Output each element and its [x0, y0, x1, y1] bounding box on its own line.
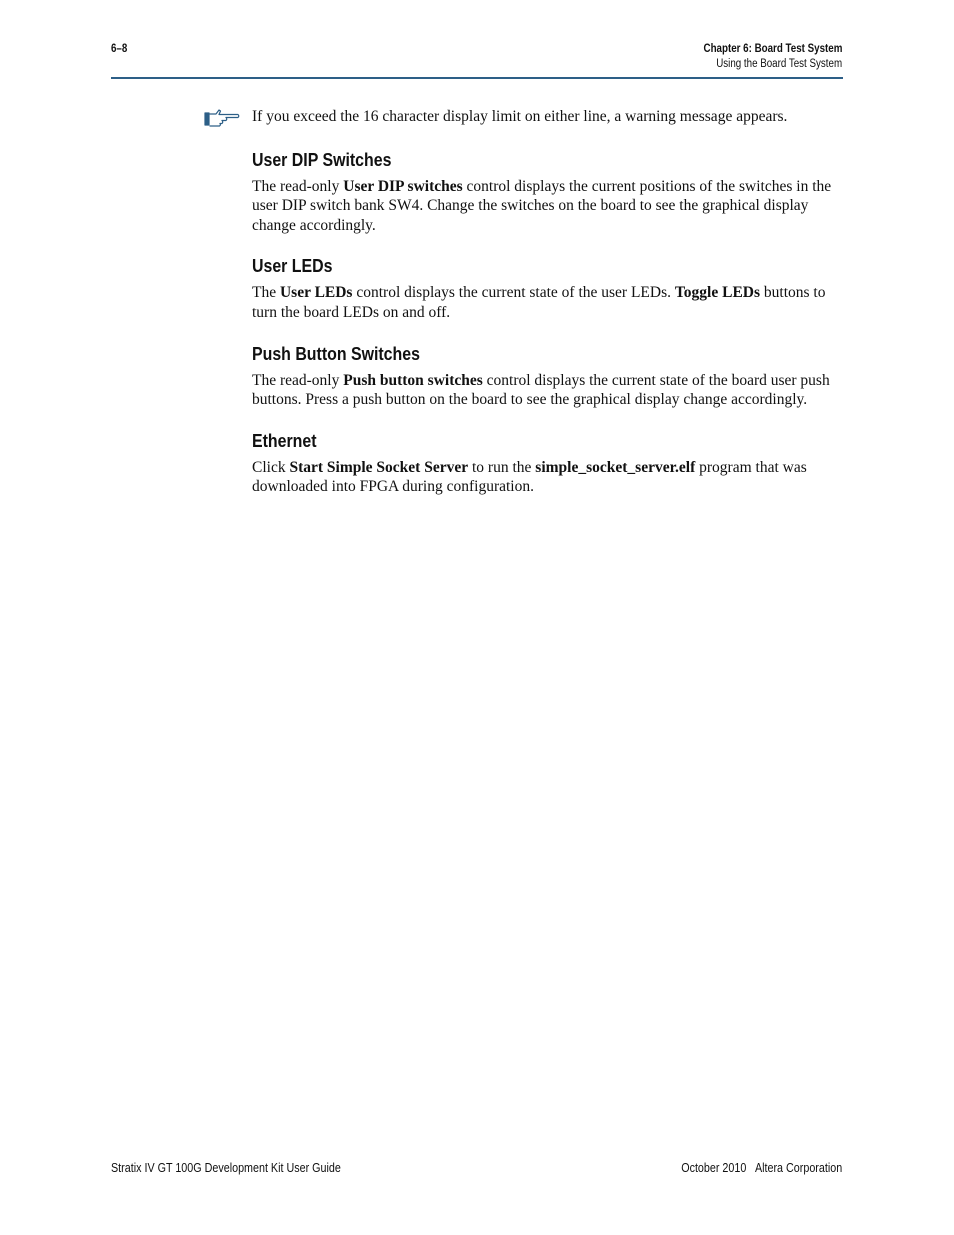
- text: control displays the current positions of the switches in the user DIP switch bank SW4. Change the switches on the board to see the graphical display change accordingly.: [252, 177, 832, 234]
- section-title: Using the Board Test System: [716, 58, 842, 70]
- footer-date-company: [681, 1161, 842, 1175]
- text: to run the: [468, 458, 536, 476]
- footer-guide-title: Stratix IV GT 100G Development Kit User Guide: [111, 1161, 341, 1175]
- paragraph-user-leds: [252, 283, 844, 322]
- header-rule: [111, 77, 843, 79]
- text: program that was downloaded into FPGA during configuration.: [252, 458, 807, 496]
- text: Click: [252, 458, 290, 476]
- bold-term: Toggle LEDs: [674, 284, 761, 302]
- paragraph-ethernet: [252, 458, 844, 497]
- text: control displays the current state of the board user push buttons. Press a push button on the board to see the graphical display change accordingly.: [252, 371, 830, 409]
- text: The read-only: [252, 177, 344, 195]
- page-header: [111, 40, 842, 78]
- page-footer: [111, 1161, 842, 1177]
- bold-term: User DIP switches: [343, 177, 463, 195]
- main-content: [252, 107, 844, 497]
- paragraph-push-button-switches: [252, 371, 844, 410]
- paragraph-user-dip-switches: [252, 177, 844, 236]
- heading-user-leds: User LEDs: [252, 255, 333, 277]
- text: The: [252, 284, 280, 302]
- bold-term: Push button switches: [343, 371, 483, 389]
- heading-user-dip-switches: User DIP Switches: [252, 148, 392, 170]
- text: The read-only: [252, 371, 344, 389]
- chapter-title: Chapter 6: Board Test System: [703, 43, 842, 55]
- text: buttons to turn the board LEDs on and off.: [252, 284, 826, 321]
- bold-term: Start Simple Socket Server: [289, 458, 469, 476]
- heading-ethernet: Ethernet: [252, 429, 317, 451]
- note-text: If you exceed the 16 character display limit on either line, a warning message appears.: [252, 108, 788, 125]
- footer-date: October 2010: [681, 1161, 747, 1175]
- bold-term: User LEDs: [279, 284, 353, 302]
- bold-term: simple_socket_server.elf: [535, 458, 696, 476]
- heading-push-button-switches: Push Button Switches: [252, 342, 420, 364]
- page-number: 6–8: [111, 43, 128, 55]
- text: control displays the current state of the user LEDs.: [352, 284, 675, 302]
- footer-company: Altera Corporation: [754, 1161, 842, 1175]
- pointing-hand-icon: [204, 106, 240, 128]
